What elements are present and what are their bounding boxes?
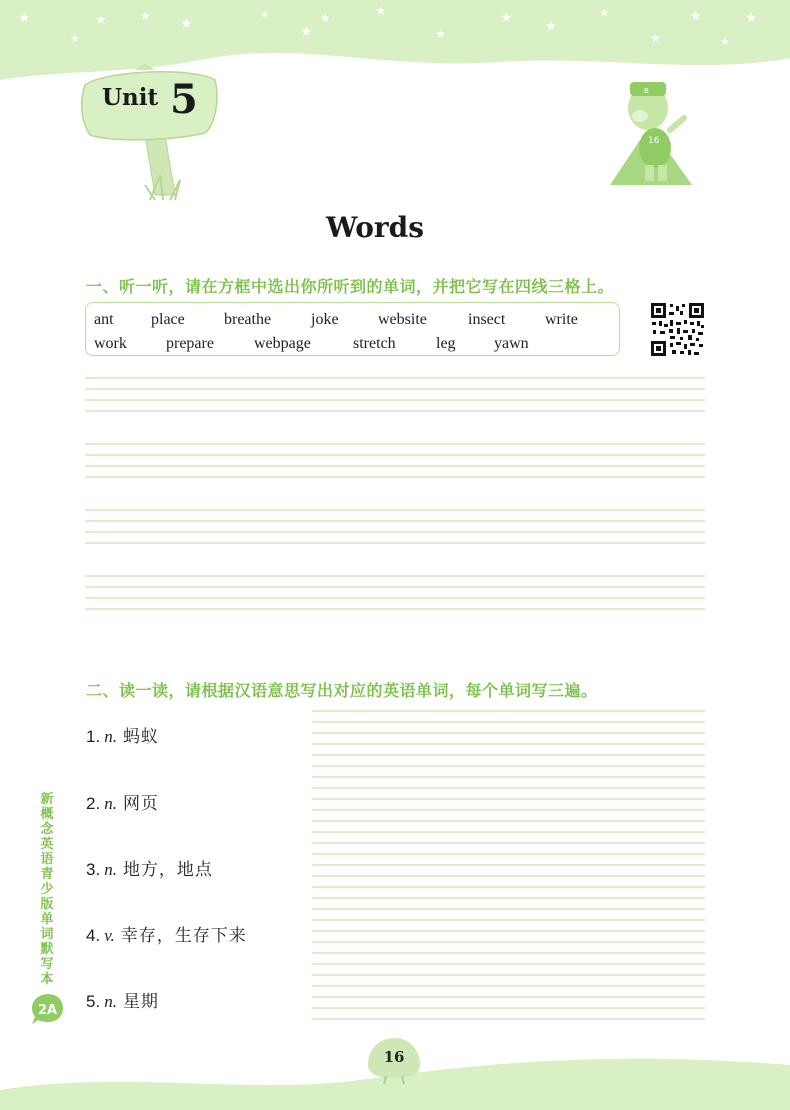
word-bank-item: insect — [468, 311, 506, 328]
part-of-speech: v. — [104, 926, 115, 945]
svg-text:★: ★ — [260, 10, 269, 21]
vocab-item-1 — [86, 722, 159, 747]
svg-text:★: ★ — [545, 19, 557, 34]
chinese-meaning: 星期 — [122, 992, 159, 1012]
word-bank-item: yawn — [494, 335, 529, 352]
vocab-item-5 — [86, 987, 159, 1012]
word-bank-item: webpage — [254, 335, 311, 352]
vocab-item-3 — [86, 855, 213, 880]
svg-text:★: ★ — [435, 27, 446, 41]
svg-text:★: ★ — [745, 10, 758, 26]
chinese-meaning: 地方，地点 — [122, 860, 213, 880]
svg-text:★: ★ — [600, 8, 609, 19]
vocab-item-2 — [86, 789, 159, 814]
level-badge-label: 2A — [38, 1003, 58, 1018]
word-bank-item: place — [151, 311, 185, 328]
svg-text:★: ★ — [690, 9, 702, 24]
workbook-page: ★ ★ ★ ★ ★ ★ ★ ★ ★ ★ ★ ★ ★ ★ ★ ★ ★ Unit 5 B 16 Words 一、听一听，请在方框中选出你所听到的单词，并把它写在四线三格上。 ant place breathe joke website insect write work prepare webpage stretch leg yawn 二、读一读，请根据汉语意思写出对应的英语单词，每个单词写三遍。 1. n. 蚂蚁 2. n. 网页 3. n. 地方，地点 4. v. 幸存，生存下来 5. n. 星期 新 概 念 英 语 青 少 版 单 词 默 写 本 2A 16 — [0, 0, 790, 1110]
part-of-speech: n. — [104, 727, 117, 746]
section-two-title: 二、读一读，请根据汉语意思写出对应的英语单词，每个单词写三遍。 — [86, 681, 598, 700]
svg-text:★: ★ — [70, 32, 80, 45]
svg-text:★: ★ — [95, 13, 107, 28]
word-bank-item: joke — [311, 311, 339, 328]
item-number: 3. — [86, 860, 101, 879]
vocab-item-4 — [86, 921, 247, 946]
mascot-illustration — [600, 70, 700, 190]
writing-lines-section-two[interactable] — [312, 704, 707, 1024]
svg-text:★: ★ — [140, 9, 151, 23]
item-number: 5. — [86, 992, 101, 1011]
item-number: 4. — [86, 926, 101, 945]
svg-text:★: ★ — [300, 24, 313, 40]
word-bank-box — [85, 302, 620, 356]
chinese-meaning: 网页 — [122, 794, 159, 814]
svg-text:★: ★ — [180, 16, 193, 32]
writing-lines-section-one[interactable] — [85, 370, 707, 630]
svg-text:★: ★ — [18, 10, 31, 26]
word-bank-item: breathe — [224, 311, 272, 328]
page-title: Words — [326, 211, 424, 244]
word-bank-item: website — [378, 311, 427, 328]
part-of-speech: n. — [104, 992, 117, 1011]
word-bank-item: write — [545, 311, 578, 328]
chinese-meaning: 蚂蚁 — [122, 727, 159, 747]
section-one-title: 一、听一听，请在方框中选出你所听到的单词，并把它写在四线三格上。 — [86, 277, 615, 296]
part-of-speech: n. — [104, 860, 117, 879]
word-bank-item: prepare — [166, 335, 214, 352]
word-bank-item: stretch — [353, 335, 396, 352]
unit-label: Unit — [102, 84, 159, 111]
item-number: 1. — [86, 727, 101, 746]
word-bank-item: leg — [436, 335, 456, 352]
word-bank-item: work — [94, 335, 127, 352]
page-number: 16 — [383, 1048, 405, 1066]
svg-text:★: ★ — [720, 35, 730, 48]
part-of-speech: n. — [104, 794, 117, 813]
svg-text:★: ★ — [500, 10, 513, 26]
svg-text:★: ★ — [320, 11, 331, 25]
chinese-meaning: 幸存，生存下来 — [120, 926, 247, 946]
svg-text:★: ★ — [375, 4, 387, 19]
svg-text:★: ★ — [650, 31, 661, 45]
svg-text:B: B — [644, 87, 649, 95]
signpost-illustration — [75, 55, 225, 205]
qr-code-icon[interactable] — [650, 302, 705, 357]
unit-number: 5 — [170, 76, 198, 123]
item-number: 2. — [86, 794, 101, 813]
mascot-jersey-number: 16 — [648, 136, 660, 146]
word-bank-item: ant — [94, 311, 114, 328]
